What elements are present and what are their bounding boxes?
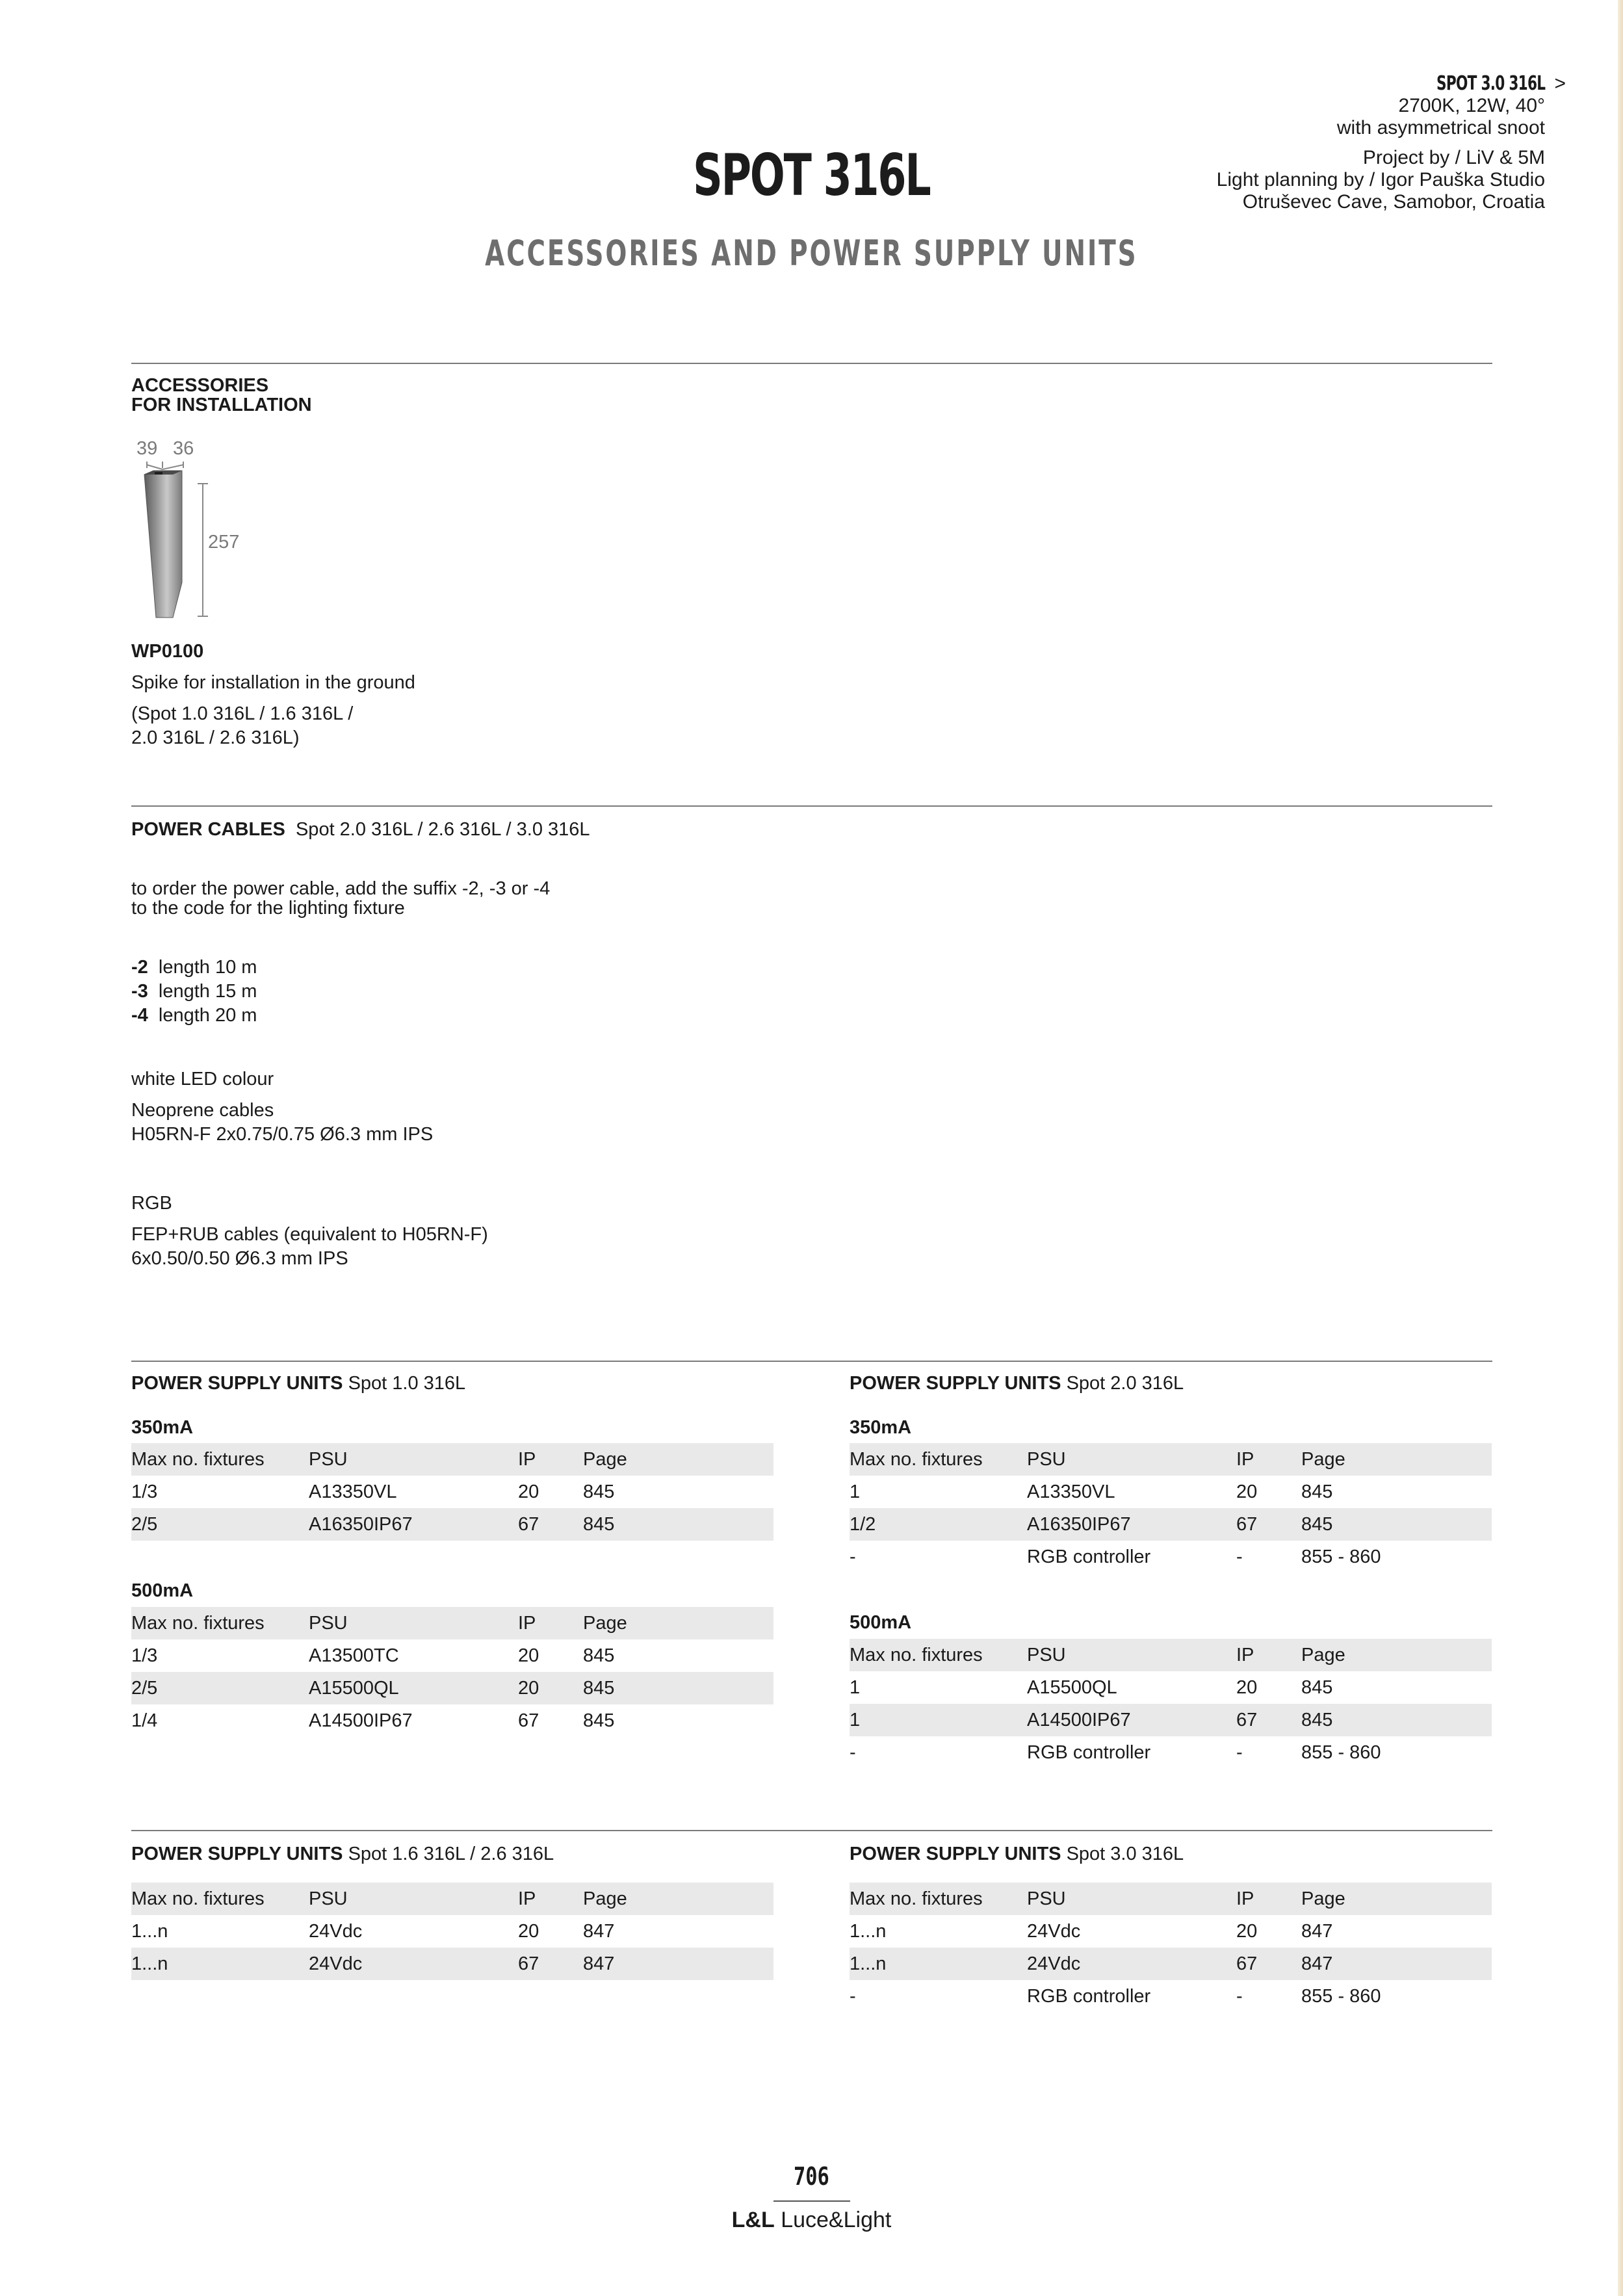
white-cable-1: Neoprene cables bbox=[131, 1100, 274, 1121]
cables-order: to order the power cable, add the suffix -2, -3 or -4 to the code for the lighting fixture bbox=[131, 878, 551, 919]
table-cell: 847 bbox=[1301, 1948, 1492, 1980]
table-cell: Page bbox=[1301, 1639, 1492, 1671]
table-cell: 67 bbox=[518, 1508, 583, 1541]
table-row bbox=[850, 1948, 1492, 1980]
table-row bbox=[850, 1980, 1492, 2013]
psu1-500-label: 500mA bbox=[131, 1580, 194, 1601]
psu2-350-table bbox=[850, 1443, 1492, 1573]
psu1-350-label: 350mA bbox=[131, 1417, 194, 1438]
table-cell: - bbox=[1236, 1546, 1243, 1567]
table-cell: 1/3 bbox=[131, 1645, 158, 1666]
table-header-row bbox=[131, 1607, 773, 1639]
table-cell: 24Vdc bbox=[1027, 1920, 1081, 1942]
table-cell: - bbox=[850, 1985, 856, 2007]
table-cell: PSU bbox=[1027, 1443, 1236, 1476]
table-cell: PSU bbox=[1027, 1639, 1236, 1671]
table-cell: 845 bbox=[1301, 1704, 1492, 1736]
cables-models: Spot 2.0 316L / 2.6 316L / 3.0 316L bbox=[295, 819, 590, 840]
table-cell: A15500QL bbox=[1027, 1676, 1117, 1698]
table-cell: 845 bbox=[583, 1710, 615, 1731]
table-cell: 67 bbox=[1236, 1508, 1301, 1541]
page-subtitle: ACCESSORIES AND POWER SUPPLY UNITS bbox=[485, 233, 1138, 274]
table-cell: 1 bbox=[850, 1481, 861, 1502]
table-header-row bbox=[131, 1443, 773, 1476]
caption-spec: 2700K, 12W, 40° bbox=[1398, 95, 1545, 116]
table-cell: 855 - 860 bbox=[1301, 1742, 1381, 1763]
table-cell: - bbox=[850, 1546, 856, 1567]
table-cell: 1...n bbox=[131, 1920, 168, 1942]
table-cell: 847 bbox=[583, 1948, 773, 1980]
cables-heading bbox=[131, 818, 590, 841]
table-cell: 67 bbox=[518, 1948, 583, 1980]
table-cell: 855 - 860 bbox=[1301, 1985, 1381, 2007]
table-cell: A16350IP67 bbox=[1027, 1508, 1236, 1541]
accessory-desc: Spike for installation in the ground bbox=[131, 672, 415, 693]
cables-title: POWER CABLES bbox=[131, 819, 285, 840]
psu2-500-table bbox=[850, 1639, 1492, 1769]
table-cell: 1...n bbox=[850, 1948, 1027, 1980]
table-cell: - bbox=[1236, 1742, 1243, 1763]
psu1-heading: POWER SUPPLY UNITS Spot 1.0 316L bbox=[131, 1373, 466, 1394]
table-cell: 20 bbox=[518, 1481, 539, 1502]
divider bbox=[131, 805, 1492, 807]
table-cell: IP bbox=[1236, 1443, 1301, 1476]
table-cell: 845 bbox=[583, 1672, 773, 1704]
rgb-title: RGB bbox=[131, 1193, 172, 1214]
table-cell: 855 - 860 bbox=[1301, 1546, 1381, 1567]
table-row bbox=[131, 1915, 773, 1948]
psu4-heading: POWER SUPPLY UNITS Spot 3.0 316L bbox=[850, 1844, 1184, 1864]
cable-length-item: -2 length 10 m bbox=[131, 957, 257, 978]
table-cell: 845 bbox=[1301, 1481, 1333, 1502]
table-row bbox=[850, 1736, 1492, 1769]
table-row bbox=[850, 1915, 1492, 1948]
table-row bbox=[850, 1476, 1492, 1508]
table-header-row bbox=[850, 1883, 1492, 1915]
table-row bbox=[850, 1541, 1492, 1573]
footer-divider bbox=[773, 2200, 850, 2202]
table-header-row bbox=[850, 1639, 1492, 1671]
table-cell: PSU bbox=[309, 1607, 518, 1639]
caption-planning: Light planning by / Igor Pauška Studio bbox=[1216, 169, 1545, 190]
psu2-heading: POWER SUPPLY UNITS Spot 2.0 316L bbox=[850, 1373, 1184, 1394]
table-cell: A16350IP67 bbox=[309, 1508, 518, 1541]
table-cell: 845 bbox=[583, 1645, 615, 1666]
psu4-table bbox=[850, 1883, 1492, 2013]
table-cell: PSU bbox=[309, 1883, 518, 1915]
table-row bbox=[131, 1704, 773, 1737]
psu3-table bbox=[131, 1883, 773, 1980]
table-cell: IP bbox=[518, 1443, 583, 1476]
page-number: 706 bbox=[793, 2162, 829, 2191]
table-cell: 20 bbox=[518, 1920, 539, 1942]
table-row bbox=[131, 1508, 773, 1541]
table-row bbox=[131, 1672, 773, 1704]
table-cell: 845 bbox=[583, 1508, 773, 1541]
table-cell: A15500QL bbox=[309, 1672, 518, 1704]
table-cell: Max no. fixtures bbox=[131, 1883, 309, 1915]
cable-length-item: -3 length 15 m bbox=[131, 981, 257, 1002]
table-cell: - bbox=[1236, 1985, 1243, 2007]
table-cell: IP bbox=[1236, 1883, 1301, 1915]
table-cell: 24Vdc bbox=[309, 1920, 363, 1942]
rgb-cable-2: 6x0.50/0.50 Ø6.3 mm IPS bbox=[131, 1248, 348, 1269]
table-header-row bbox=[850, 1443, 1492, 1476]
table-cell: Page bbox=[1301, 1883, 1492, 1915]
table-cell: 1 bbox=[850, 1676, 861, 1698]
table-row bbox=[850, 1704, 1492, 1736]
table-cell: RGB controller bbox=[1027, 1985, 1151, 2007]
table-cell: A13350VL bbox=[1027, 1481, 1115, 1502]
table-cell: 20 bbox=[1236, 1920, 1258, 1942]
table-cell: Max no. fixtures bbox=[131, 1443, 309, 1476]
table-cell: Page bbox=[583, 1883, 773, 1915]
accessories-title: ACCESSORIES FOR INSTALLATION bbox=[131, 375, 312, 415]
table-cell: 847 bbox=[1301, 1920, 1333, 1942]
caption-snoot: with asymmetrical snoot bbox=[1336, 117, 1545, 138]
dim-height: 257 bbox=[208, 532, 240, 553]
photo-caption bbox=[1025, 73, 1545, 213]
dim-depth: 36 bbox=[173, 438, 194, 459]
table-cell: 1...n bbox=[131, 1948, 309, 1980]
table-cell: PSU bbox=[1027, 1883, 1236, 1915]
table-cell: 24Vdc bbox=[1027, 1948, 1236, 1980]
table-cell: Page bbox=[583, 1607, 773, 1639]
caption-model: SPOT 3.0 316L bbox=[1436, 72, 1545, 95]
table-row bbox=[131, 1476, 773, 1508]
psu2-350-label: 350mA bbox=[850, 1417, 912, 1438]
table-cell: 845 bbox=[583, 1481, 615, 1502]
divider bbox=[131, 1830, 1492, 1831]
accessory-compat-1: (Spot 1.0 316L / 1.6 316L / bbox=[131, 703, 354, 724]
divider bbox=[131, 363, 1492, 364]
table-cell: IP bbox=[1236, 1639, 1301, 1671]
table-cell: 2/5 bbox=[131, 1508, 309, 1541]
table-cell: Max no. fixtures bbox=[850, 1443, 1027, 1476]
table-row bbox=[850, 1671, 1492, 1704]
table-cell: - bbox=[850, 1742, 856, 1763]
table-cell: A13350VL bbox=[309, 1481, 397, 1502]
accessory-code: WP0100 bbox=[131, 641, 204, 662]
psu3-heading: POWER SUPPLY UNITS Spot 1.6 316L / 2.6 316L bbox=[131, 1844, 554, 1864]
table-header-row bbox=[131, 1883, 773, 1915]
page-title: SPOT 316L bbox=[693, 142, 930, 209]
spike-drawing bbox=[130, 432, 260, 627]
table-cell: 20 bbox=[1236, 1676, 1258, 1698]
table-cell: A13500TC bbox=[309, 1645, 399, 1666]
table-cell: 2/5 bbox=[131, 1672, 309, 1704]
cable-length-item: -4 length 20 m bbox=[131, 1005, 257, 1026]
table-cell: A14500IP67 bbox=[1027, 1704, 1236, 1736]
dim-width: 39 bbox=[136, 438, 158, 459]
table-cell: 845 bbox=[1301, 1676, 1333, 1698]
table-cell: 847 bbox=[583, 1920, 615, 1942]
caption-project: Project by / LiV & 5M bbox=[1362, 147, 1545, 168]
table-cell: 67 bbox=[1236, 1704, 1301, 1736]
table-cell: Page bbox=[1301, 1443, 1492, 1476]
psu2-500-label: 500mA bbox=[850, 1612, 912, 1633]
table-cell: 67 bbox=[1236, 1948, 1301, 1980]
table-cell: 20 bbox=[518, 1645, 539, 1666]
page-edge-strip bbox=[1618, 0, 1623, 2296]
table-cell: A14500IP67 bbox=[309, 1710, 413, 1731]
table-cell: 20 bbox=[1236, 1481, 1258, 1502]
table-cell: 845 bbox=[1301, 1508, 1492, 1541]
table-row bbox=[850, 1508, 1492, 1541]
table-cell: 1...n bbox=[850, 1920, 887, 1942]
caption-location: Otruševec Cave, Samobor, Croatia bbox=[1242, 191, 1545, 213]
table-cell: Max no. fixtures bbox=[850, 1639, 1027, 1671]
table-cell: Max no. fixtures bbox=[131, 1607, 309, 1639]
accessory-compat-2: 2.0 316L / 2.6 316L) bbox=[131, 727, 300, 748]
table-cell: IP bbox=[518, 1883, 583, 1915]
table-cell: 1/4 bbox=[131, 1710, 158, 1731]
next-arrow-icon[interactable]: > bbox=[1554, 73, 1566, 94]
table-cell: 67 bbox=[518, 1710, 539, 1731]
table-cell: Page bbox=[583, 1443, 773, 1476]
psu1-500-table bbox=[131, 1607, 773, 1737]
brand-logo: L&L Luce&Light bbox=[731, 2208, 892, 2232]
white-led-title: white LED colour bbox=[131, 1069, 274, 1089]
table-row bbox=[131, 1639, 773, 1672]
rgb-cable-1: FEP+RUB cables (equivalent to H05RN-F) bbox=[131, 1224, 488, 1245]
cable-lengths bbox=[131, 956, 257, 1028]
table-cell: 20 bbox=[518, 1672, 583, 1704]
psu1-350-table bbox=[131, 1443, 773, 1541]
table-cell: PSU bbox=[309, 1443, 518, 1476]
table-cell: 1 bbox=[850, 1704, 1027, 1736]
table-cell: 24Vdc bbox=[309, 1948, 518, 1980]
table-cell: 1/2 bbox=[850, 1508, 1027, 1541]
table-cell: IP bbox=[518, 1607, 583, 1639]
table-cell: Max no. fixtures bbox=[850, 1883, 1027, 1915]
table-cell: 1/3 bbox=[131, 1481, 158, 1502]
white-cable-2: H05RN-F 2x0.75/0.75 Ø6.3 mm IPS bbox=[131, 1124, 434, 1145]
table-cell: RGB controller bbox=[1027, 1742, 1151, 1763]
divider bbox=[131, 1361, 1492, 1362]
table-row bbox=[131, 1948, 773, 1980]
table-cell: RGB controller bbox=[1027, 1546, 1151, 1567]
